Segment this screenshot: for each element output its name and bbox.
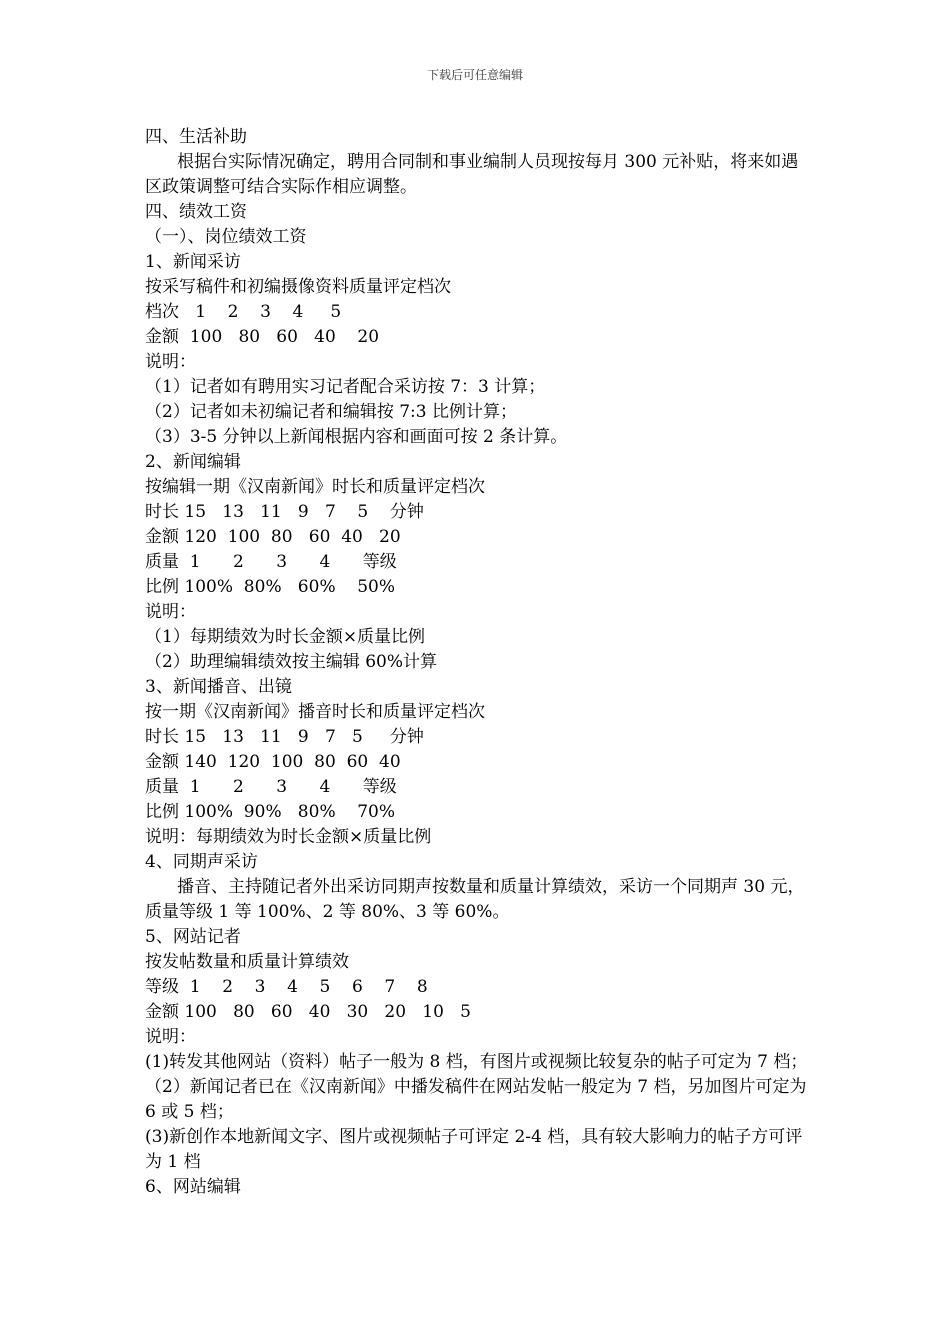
ratio-row: 比例 100% 80% 60% 50%: [145, 577, 395, 597]
note-item: 说明：每期绩效为时长金额×质量比例: [145, 827, 432, 847]
quality-row: 质量 1 2 3 4 等级: [145, 552, 397, 572]
note-item: (3)新创作本地新闻文字、图片或视频帖子可评定 2-4 档，具有较大影响力的帖子方可评为 1 档: [145, 1127, 803, 1172]
text-line: 按一期《汉南新闻》播音时长和质量评定档次: [145, 702, 485, 722]
note-label: 说明：: [145, 1027, 196, 1047]
section-heading-performance-pay: 四、绩效工资: [145, 202, 247, 222]
amount-row: 金额 100 80 60 40 20: [145, 327, 380, 347]
quality-row: 质量 1 2 3 4 等级: [145, 777, 397, 797]
amount-row: 金额 140 120 100 80 60 40: [145, 752, 401, 772]
amount-row: 金额 120 100 80 60 40 20: [145, 527, 401, 547]
note-label: 说明：: [145, 602, 196, 622]
note-item: （2）新闻记者已在《汉南新闻》中播发稿件在网站发帖一般定为 7 档，另加图片可定为 6 或 5 档；: [145, 1077, 807, 1122]
text-line: 按发帖数量和质量计算绩效: [145, 952, 349, 972]
duration-row: 时长 15 13 11 9 7 5 分钟: [145, 727, 424, 747]
note-item: （1）每期绩效为时长金额×质量比例: [145, 627, 426, 647]
note-item: （2）助理编辑绩效按主编辑 60%计算: [145, 652, 438, 672]
paragraph-sync-sound: 播音、主持随记者外出采访同期声按数量和质量计算绩效，采访一个同期声 30 元，质量等级 1 等 100%、2 等 80%、3 等 60%。: [145, 877, 805, 922]
paragraph-living-subsidy: 根据台实际情况确定，聘用合同制和事业编制人员现按每月 300 元补贴，将来如遇区政策调整可结合实际作相应调整。: [145, 152, 799, 197]
text-line: 按采写稿件和初编摄像资料质量评定档次: [145, 277, 451, 297]
grade-row: 等级 1 2 3 4 5 6 7 8: [145, 977, 428, 997]
note-label: 说明：: [145, 352, 196, 372]
ratio-row: 比例 100% 90% 80% 70%: [145, 802, 395, 822]
item-heading-web-reporter: 5、网站记者: [145, 927, 241, 947]
item-heading-web-editor: 6、网站编辑: [145, 1177, 241, 1197]
page-header: 下载后可任意编辑: [426, 68, 523, 82]
item-heading-news-editing: 2、新闻编辑: [145, 452, 241, 472]
item-heading-sync-sound: 4、同期声采访: [145, 852, 258, 872]
item-heading-news-interview: 1、新闻采访: [145, 252, 241, 272]
note-item: （1）记者如有聘用实习记者配合采访按 7：3 计算；: [145, 377, 546, 397]
item-heading-news-broadcast: 3、新闻播音、出镜: [145, 677, 292, 697]
section-heading-living-subsidy: 四、生活补助: [145, 127, 247, 147]
document-body: [145, 125, 810, 1200]
amount-row: 金额 100 80 60 40 30 20 10 5: [145, 1002, 471, 1022]
text-line: 按编辑一期《汉南新闻》时长和质量评定档次: [145, 477, 485, 497]
subsection-heading-post-performance: （一）、岗位绩效工资: [145, 227, 307, 247]
grade-row: 档次 1 2 3 4 5: [145, 302, 342, 322]
duration-row: 时长 15 13 11 9 7 5 分钟: [145, 502, 424, 522]
note-item: （3）3-5 分钟以上新闻根据内容和画面可按 2 条计算。: [145, 427, 568, 447]
note-item: （2）记者如未初编记者和编辑按 7:3 比例计算；: [145, 402, 517, 422]
note-item: (1)转发其他网站（资料）帖子一般为 8 档，有图片或视频比较复杂的帖子可定为 7 档；: [145, 1052, 808, 1072]
